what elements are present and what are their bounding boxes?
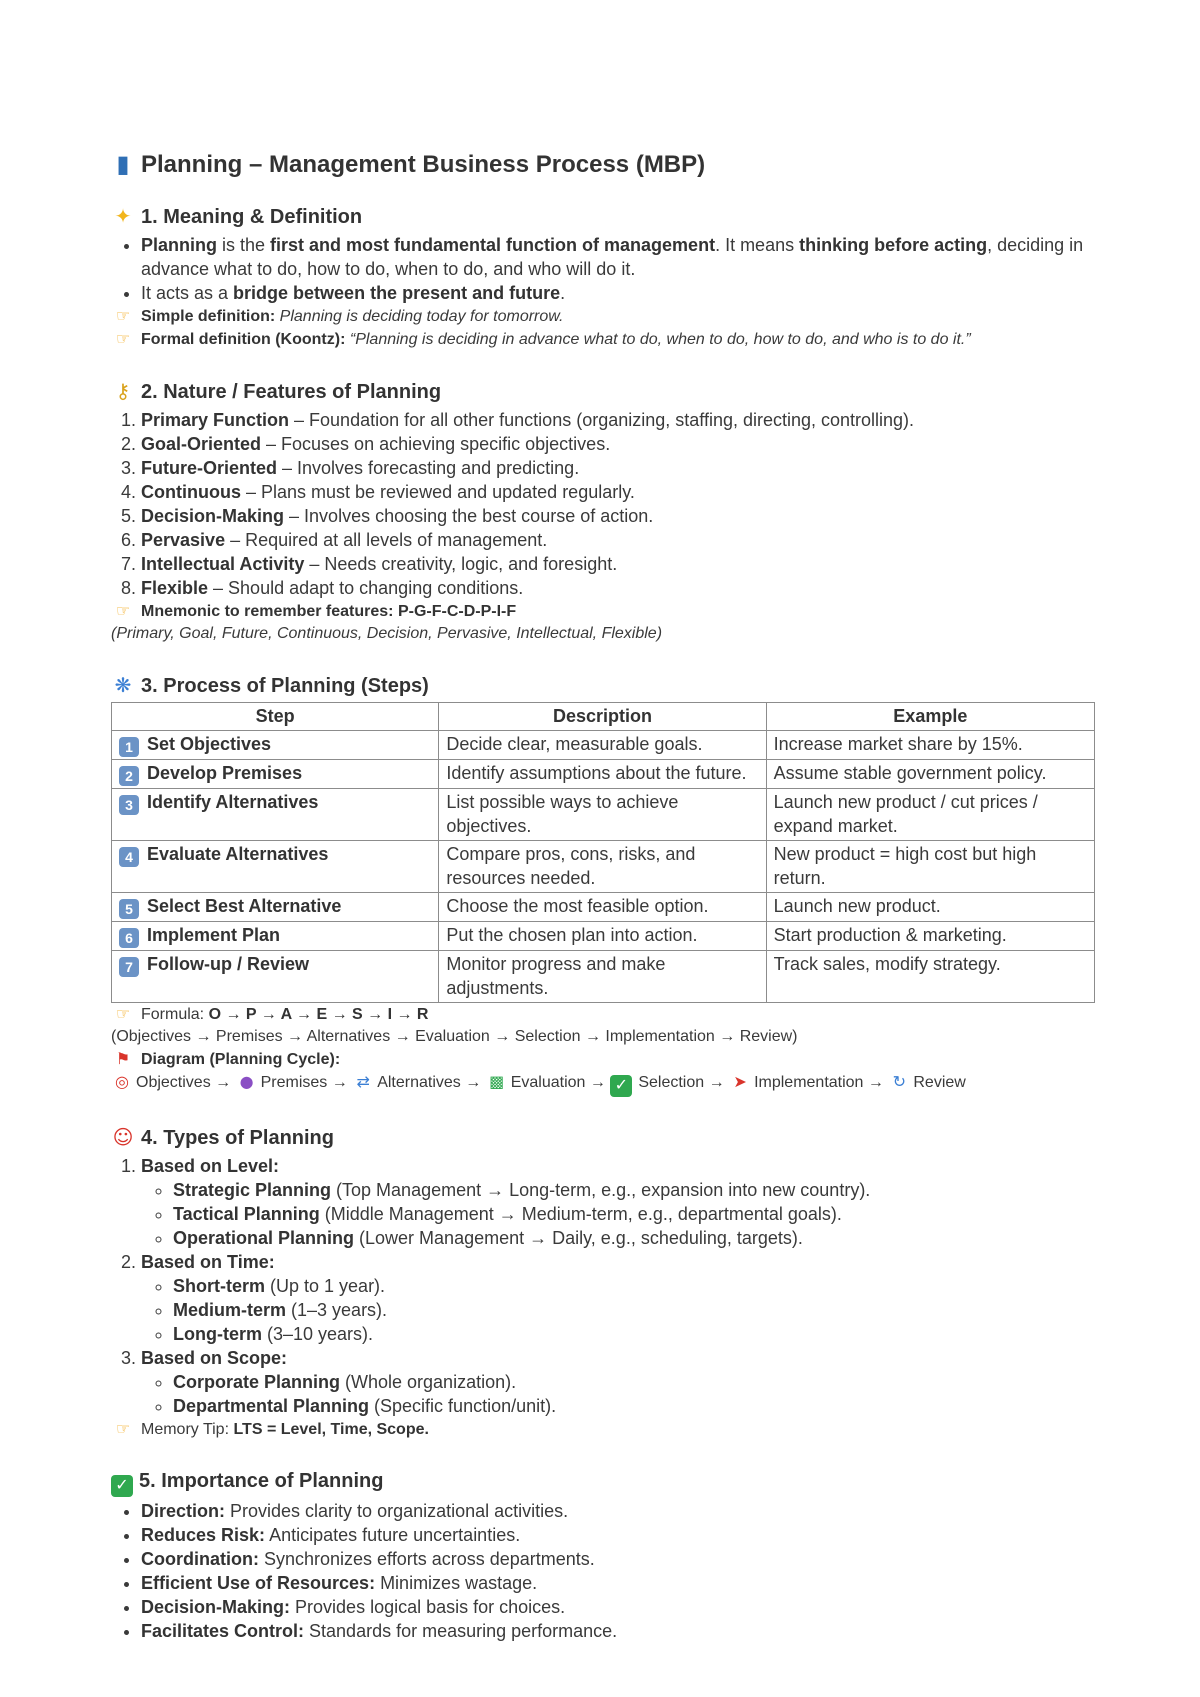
meaning-list: [111, 233, 1101, 305]
description-cell: Choose the most feasible option.: [439, 893, 766, 922]
example-cell: New product = high cost but high return.: [766, 841, 1094, 893]
step-cell: 1 Set Objectives: [112, 731, 439, 760]
formula: ☞ Formula: O → P → A → E → S → I → R: [111, 1003, 1101, 1026]
table-header-row: [112, 703, 1095, 731]
section-types: [111, 1123, 1101, 1441]
section-heading: ☺ 4. Types of Planning: [112, 1125, 334, 1149]
book-icon: ▮: [116, 150, 130, 178]
list-item: 2. Goal-Oriented – Focuses on achieving specific objectives.: [141, 432, 1101, 456]
column-header-description: Description: [439, 703, 766, 731]
section-heading: ❋ 3. Process of Planning (Steps): [111, 671, 1101, 700]
table-row: [112, 760, 1095, 789]
number-badge: 1: [119, 737, 139, 757]
example-cell: Assume stable government policy.: [766, 760, 1094, 789]
step-cell: 3 Identify Alternatives: [112, 789, 439, 841]
step-cell: 4 Evaluate Alternatives: [112, 841, 439, 893]
pushpin-icon: ⚑: [115, 1049, 131, 1068]
check-icon: ✓: [111, 1475, 133, 1497]
section-heading: ✦ 1. Meaning & Definition: [111, 202, 1101, 231]
description-cell: List possible ways to achieve objectives.: [439, 789, 766, 841]
crystal-ball-icon: ●: [239, 1072, 254, 1091]
section-nature: [111, 377, 1101, 645]
bar-chart-icon: ▩: [489, 1072, 505, 1091]
list-item: 3. Based on Scope: ◦ Corporate Planning (Whole organization). ◦ Departmental Planning (Specific function/unit).: [141, 1346, 1101, 1418]
list-item: 3. Future-Oriented – Involves forecasting and predicting.: [141, 456, 1101, 480]
pointing-hand-icon: ☞: [115, 1419, 131, 1438]
masks-icon: ☺: [112, 1125, 134, 1149]
step-cell: 7 Follow-up / Review: [112, 951, 439, 1003]
step-cell: 5 Select Best Alternative: [112, 893, 439, 922]
check-icon: ✓: [610, 1075, 632, 1097]
description-cell: Identify assumptions about the future.: [439, 760, 766, 789]
diagram-label: ⚑ Diagram (Planning Cycle):: [111, 1048, 1101, 1071]
table-row: [112, 731, 1095, 760]
list-item: ◦ Long-term (3–10 years).: [173, 1322, 1101, 1346]
list-item: • Decision-Making: Provides logical basis for choices.: [141, 1595, 1101, 1619]
list-item: ◦ Departmental Planning (Specific function/unit).: [173, 1394, 1101, 1418]
list-item: • It acts as a bridge between the present and future.: [141, 281, 1101, 305]
sub-list: [141, 1370, 1101, 1418]
pointing-hand-icon: ☞: [115, 306, 131, 325]
list-item: 8. Flexible – Should adapt to changing conditions.: [141, 576, 1101, 600]
mnemonic: ☞ Mnemonic to remember features: P-G-F-C-D-P-I-F: [111, 600, 1101, 623]
key-icon: ⚷: [115, 379, 131, 403]
simple-definition: ☞ Simple definition: Planning is deciding today for tomorrow.: [111, 305, 1101, 328]
list-item: ◦ Medium-term (1–3 years).: [173, 1298, 1101, 1322]
list-item: • Reduces Risk: Anticipates future uncertainties.: [141, 1523, 1101, 1547]
process-table: [111, 702, 1095, 1003]
list-item: 2. Based on Time: ◦ Short-term (Up to 1 year). ◦ Medium-term (1–3 years). ◦ Long-term (3–10 years).: [141, 1250, 1101, 1346]
number-badge: 4: [119, 847, 139, 867]
section-heading: ✓ 5. Importance of Planning: [111, 1467, 1101, 1497]
section-meaning: [111, 202, 1101, 351]
list-item: ◦ Strategic Planning (Top Management → Long-term, e.g., expansion into new country).: [173, 1178, 1101, 1202]
example-cell: Launch new product.: [766, 893, 1094, 922]
pointing-hand-icon: ☞: [115, 329, 131, 348]
list-item: 6. Pervasive – Required at all levels of management.: [141, 528, 1101, 552]
section-importance: [111, 1467, 1101, 1643]
example-cell: Track sales, modify strategy.: [766, 951, 1094, 1003]
column-header-example: Example: [766, 703, 1094, 731]
number-badge: 3: [119, 795, 139, 815]
document-content: [111, 147, 1101, 1669]
formal-definition: ☞ Formal definition (Koontz): “Planning is deciding in advance what to do, when to do, how to do, and who is to do it.”: [111, 328, 1101, 351]
formula-expansion: (Objectives → Premises → Alternatives → Evaluation → Selection → Implementation → Review): [111, 1028, 798, 1045]
star-icon: ✦: [114, 204, 132, 228]
list-item: 1. Primary Function – Foundation for all other functions (organizing, staffing, directing, controlling).: [141, 408, 1101, 432]
importance-list: [111, 1499, 1101, 1643]
features-list: [111, 408, 1101, 600]
list-item: ◦ Tactical Planning (Middle Management → Medium-term, e.g., departmental goals).: [173, 1202, 1101, 1226]
pointing-hand-icon: ☞: [115, 601, 131, 620]
column-header-step: Step: [112, 703, 439, 731]
description-cell: Compare pros, cons, risks, and resources needed.: [439, 841, 766, 893]
list-item: 5. Decision-Making – Involves choosing the best course of action.: [141, 504, 1101, 528]
example-cell: Increase market share by 15%.: [766, 731, 1094, 760]
step-cell: 2 Develop Premises: [112, 760, 439, 789]
section-heading: ⚷ 2. Nature / Features of Planning: [111, 377, 1101, 406]
mnemonic-expansion: (Primary, Goal, Future, Continuous, Decision, Pervasive, Intellectual, Flexible): [111, 625, 663, 642]
table-row: [112, 951, 1095, 1003]
list-item: • Efficient Use of Resources: Minimizes wastage.: [141, 1571, 1101, 1595]
repeat-icon: ↻: [892, 1072, 907, 1091]
number-badge: 7: [119, 957, 139, 977]
table-row: [112, 789, 1095, 841]
example-cell: Launch new product / cut prices / expand market.: [766, 789, 1094, 841]
number-badge: 5: [119, 899, 139, 919]
description-cell: Put the chosen plan into action.: [439, 922, 766, 951]
cyclone-icon: ❋: [114, 673, 132, 697]
list-item: 7. Intellectual Activity – Needs creativity, logic, and foresight.: [141, 552, 1101, 576]
description-cell: Decide clear, measurable goals.: [439, 731, 766, 760]
list-item: ◦ Short-term (Up to 1 year).: [173, 1274, 1101, 1298]
list-item: ◦ Corporate Planning (Whole organization).: [173, 1370, 1101, 1394]
table-row: [112, 922, 1095, 951]
table-row: [112, 893, 1095, 922]
list-item: • Planning is the first and most fundamental function of management. It means thinking before acting, deciding in advance what to do, how to do, when to do, and who will do it.: [141, 233, 1101, 281]
sub-list: [141, 1178, 1101, 1250]
shuffle-icon: ⇄: [356, 1072, 370, 1091]
target-icon: ◎: [115, 1072, 129, 1091]
list-item: 1. Based on Level: ◦ Strategic Planning (Top Management → Long-term, e.g., expansion into new country). ◦ Tactical Planning (Middle Management → Medium-term, e.g., departmental goals). ◦ Operational Planning (Lower Management → Daily, e.g., scheduling, targets).: [141, 1154, 1101, 1250]
number-badge: 6: [119, 928, 139, 948]
list-item: • Facilitates Control: Standards for measuring performance.: [141, 1619, 1101, 1643]
memory-tip: ☞ Memory Tip: LTS = Level, Time, Scope.: [111, 1418, 1101, 1441]
section-process: [111, 671, 1101, 1097]
sub-list: [141, 1274, 1101, 1346]
list-item: • Direction: Provides clarity to organizational activities.: [141, 1499, 1101, 1523]
list-item: ◦ Operational Planning (Lower Management → Daily, e.g., scheduling, targets).: [173, 1226, 1101, 1250]
description-cell: Monitor progress and make adjustments.: [439, 951, 766, 1003]
page-title: ▮ Planning – Management Business Process (MBP): [111, 147, 1101, 182]
list-item: • Coordination: Synchronizes efforts across departments.: [141, 1547, 1101, 1571]
number-badge: 2: [119, 766, 139, 786]
step-cell: 6 Implement Plan: [112, 922, 439, 951]
table-row: [112, 841, 1095, 893]
types-list: [111, 1154, 1101, 1418]
pointing-hand-icon: ☞: [115, 1004, 131, 1023]
example-cell: Start production & marketing.: [766, 922, 1094, 951]
rocket-icon: ➤: [733, 1072, 747, 1091]
planning-cycle: ◎ Objectives → ● Premises → ⇄ Alternatives → ▩ Evaluation → ✓ Selection → ➤ Implementation → ↻ Review: [111, 1071, 1101, 1097]
list-item: 4. Continuous – Plans must be reviewed and updated regularly.: [141, 480, 1101, 504]
